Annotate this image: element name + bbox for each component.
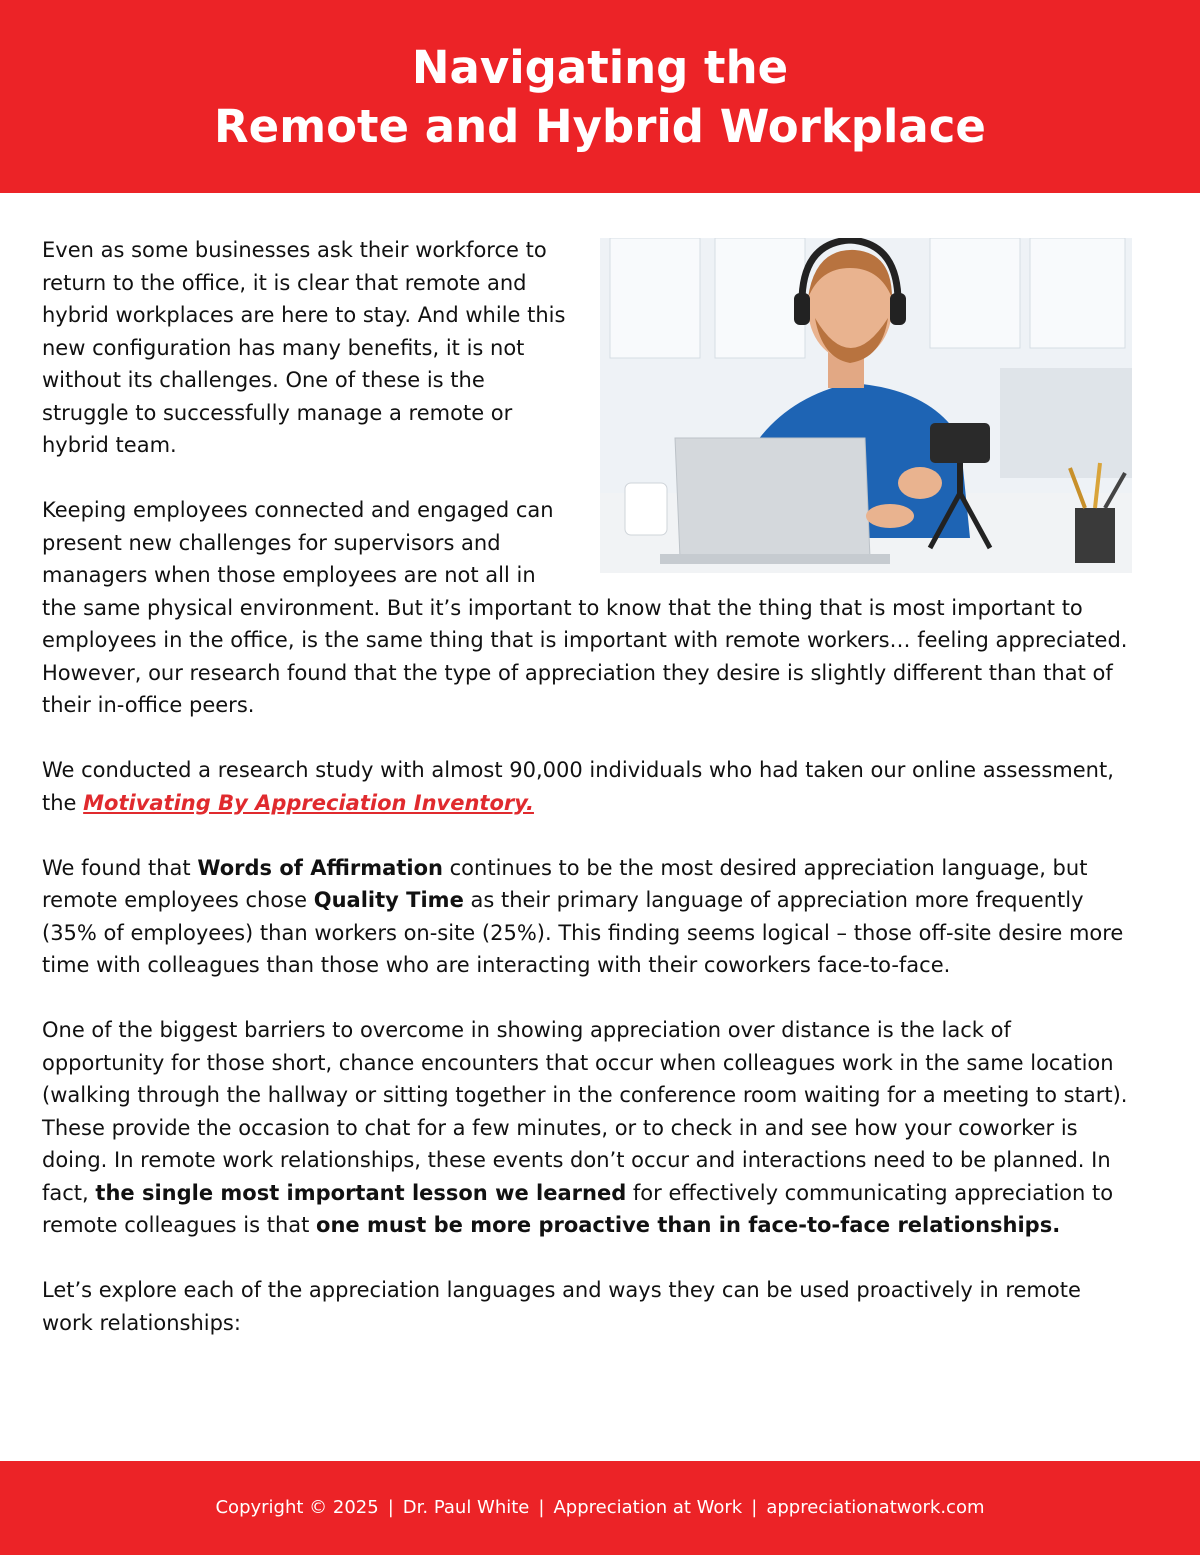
footer-banner bbox=[0, 1461, 1200, 1555]
footer-separator: | bbox=[751, 1497, 758, 1518]
quality-time-term: Quality Time bbox=[313, 888, 464, 912]
man-with-headphones-video-call-image bbox=[600, 238, 1132, 573]
barriers-text-2: for effectively communicating appreciation to remote colleagues is that bbox=[42, 1180, 1114, 1237]
footer-separator: | bbox=[387, 1497, 394, 1518]
barriers-text-1: One of the biggest barriers to overcome in showing appreciation over distance is the lack of opportunity for those short, chance encounters that occur when colleagues work in the same location (walking through the hallway or sitting together in the conference room waiting for a meeting to start). These provide the occasion to chat for a few minutes, or to check in and see how your coworker is doing. In remote work relationships, these events don’t occur and interactions need to be planned. In fact, bbox=[42, 1018, 1128, 1205]
header-banner bbox=[0, 0, 1200, 193]
engagement-paragraph: Keeping employees connected and engaged can present new challenges for supervisors and managers when those employees are not all in the same physical environment. But it’s important to know that the thing that is most important to employees in the office, is the same thing that is important with remote workers… feeling appreciated. However, our research found that the type of appreciation they desire is slightly different than that of their in-office peers. bbox=[42, 498, 1128, 717]
intro-paragraph: Even as some businesses ask their workforce to return to the office, it is clear that remote and hybrid workplaces are here to stay. And while this new configuration has many benefits, it is not without its challenges. One of these is the struggle to successfully manage a remote or hybrid team. bbox=[42, 238, 566, 457]
research-text: We conducted a research study with almost 90,000 individuals who had taken our online assessment, the bbox=[42, 758, 1114, 815]
proactive-emphasis: one must be more proactive than in face-to-face relationships. bbox=[316, 1213, 1061, 1237]
assessment-link[interactable]: Motivating By Appreciation Inventory. bbox=[83, 790, 534, 815]
footer-separator: | bbox=[538, 1497, 545, 1518]
page-title-line-1: Navigating the bbox=[411, 41, 789, 94]
words-of-affirmation-term: Words of Affirmation bbox=[197, 855, 443, 880]
findings-paragraph bbox=[42, 852, 1132, 982]
footer-organization: Appreciation at Work bbox=[553, 1497, 743, 1518]
closing-paragraph: Let’s explore each of the appreciation languages and ways they can be used proactively in remote work relationships: bbox=[42, 1278, 1081, 1335]
footer-copyright: Copyright © 2025 bbox=[215, 1497, 379, 1518]
footer-author: Dr. Paul White bbox=[402, 1497, 530, 1518]
article-photo bbox=[600, 238, 1132, 573]
article-body bbox=[42, 234, 1132, 1372]
findings-text-2: continues to be the most desired appreciation language, but remote employees chose bbox=[42, 855, 1088, 912]
footer-website-link[interactable]: appreciationatwork.com bbox=[766, 1497, 985, 1518]
findings-text-3: as their primary language of appreciation more frequently (35% of employees) than workers on-site (25%). This finding seems logical – those off-site desire more time with colleagues than those who are interacting with their coworkers face-to-face. bbox=[42, 888, 1124, 977]
findings-text-1: We found that bbox=[42, 855, 198, 880]
barriers-paragraph bbox=[42, 1014, 1132, 1242]
key-lesson-emphasis: the single most important lesson we learned bbox=[95, 1180, 627, 1205]
research-paragraph bbox=[42, 754, 1132, 819]
page-title-line-2: Remote and Hybrid Workplace bbox=[214, 100, 986, 153]
